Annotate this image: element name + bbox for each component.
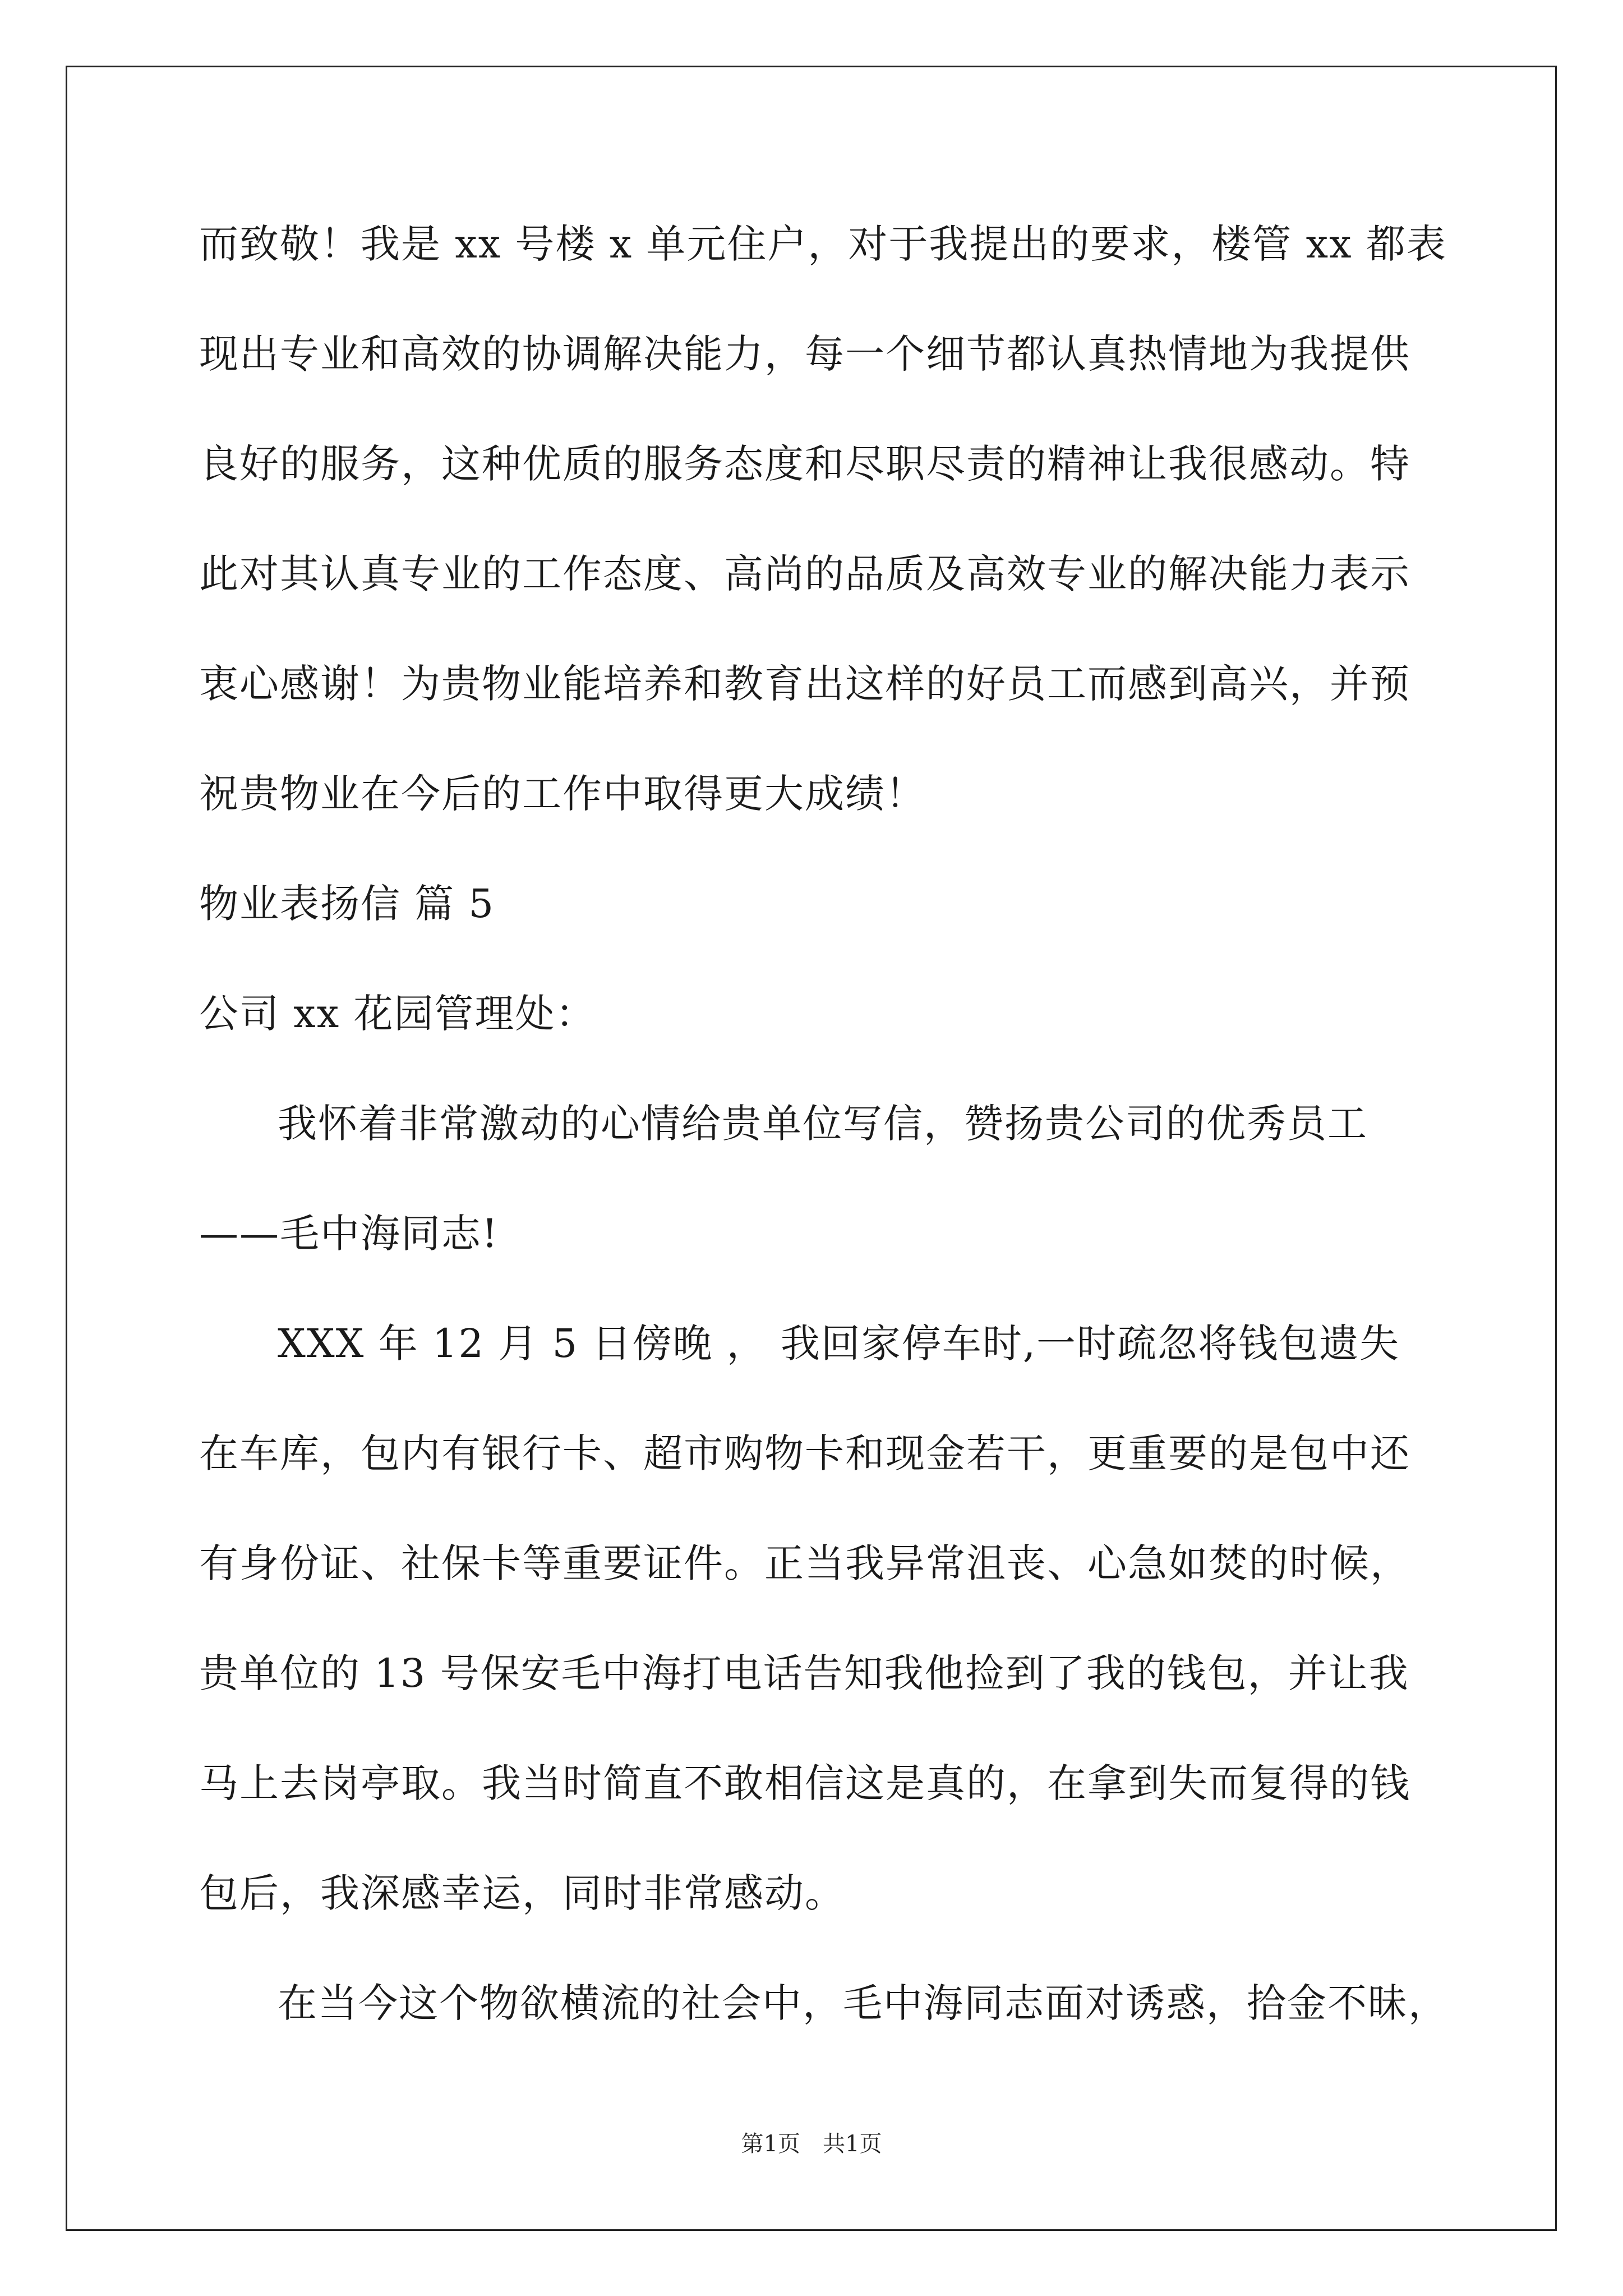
text-line: 在车库，包内有银行卡、超市购物卡和现金若干，更重要的是包中还	[199, 1430, 1410, 1476]
section-heading: 物业表扬信 篇 5	[199, 881, 495, 927]
text-line: 我怀着非常激动的心情给贵单位写信，赞扬贵公司的优秀员工	[278, 1101, 1368, 1147]
text-line: 在当今这个物欲横流的社会中，毛中海同志面对诱惑，拾金不昧，	[278, 1980, 1449, 2026]
text-line: XXX 年 12 月 5 日傍晚 ， 我回家停车时,一时疏忽将钱包遗失	[278, 1320, 1400, 1366]
page-number-footer: 第1页 共1页	[741, 2131, 882, 2157]
text-line: 贵单位的 13 号保安毛中海打电话告知我他捡到了我的钱包，并让我	[199, 1650, 1409, 1696]
text-line: 良好的服务，这种优质的服务态度和尽职尽责的精神让我很感动。特	[199, 441, 1410, 487]
text-line: 此对其认真专业的工作态度、高尚的品质及高效专业的解决能力表示	[199, 551, 1410, 597]
text-line: 马上去岗亭取。我当时简直不敢相信这是真的，在拿到失而复得的钱	[199, 1760, 1410, 1806]
text-line: 包后，我深感幸运，同时非常感动。	[199, 1870, 845, 1916]
text-line: 而致敬！我是 xx 号楼 x 单元住户，对于我提出的要求，楼管 xx 都表	[199, 221, 1447, 267]
text-line: 现出专业和高效的协调解决能力，每一个细节都认真热情地为我提供	[199, 331, 1410, 377]
text-line: ——毛中海同志!	[199, 1211, 499, 1257]
text-line: 祝贵物业在今后的工作中取得更大成绩！	[199, 771, 926, 817]
document-body	[199, 221, 1449, 2093]
letter-salutation: 公司 xx 花园管理处：	[199, 991, 596, 1037]
text-line: 衷心感谢！为贵物业能培养和教育出这样的好员工而感到高兴，并预	[199, 661, 1410, 707]
text-line: 有身份证、社保卡等重要证件。正当我异常沮丧、心急如焚的时候，	[199, 1540, 1410, 1586]
